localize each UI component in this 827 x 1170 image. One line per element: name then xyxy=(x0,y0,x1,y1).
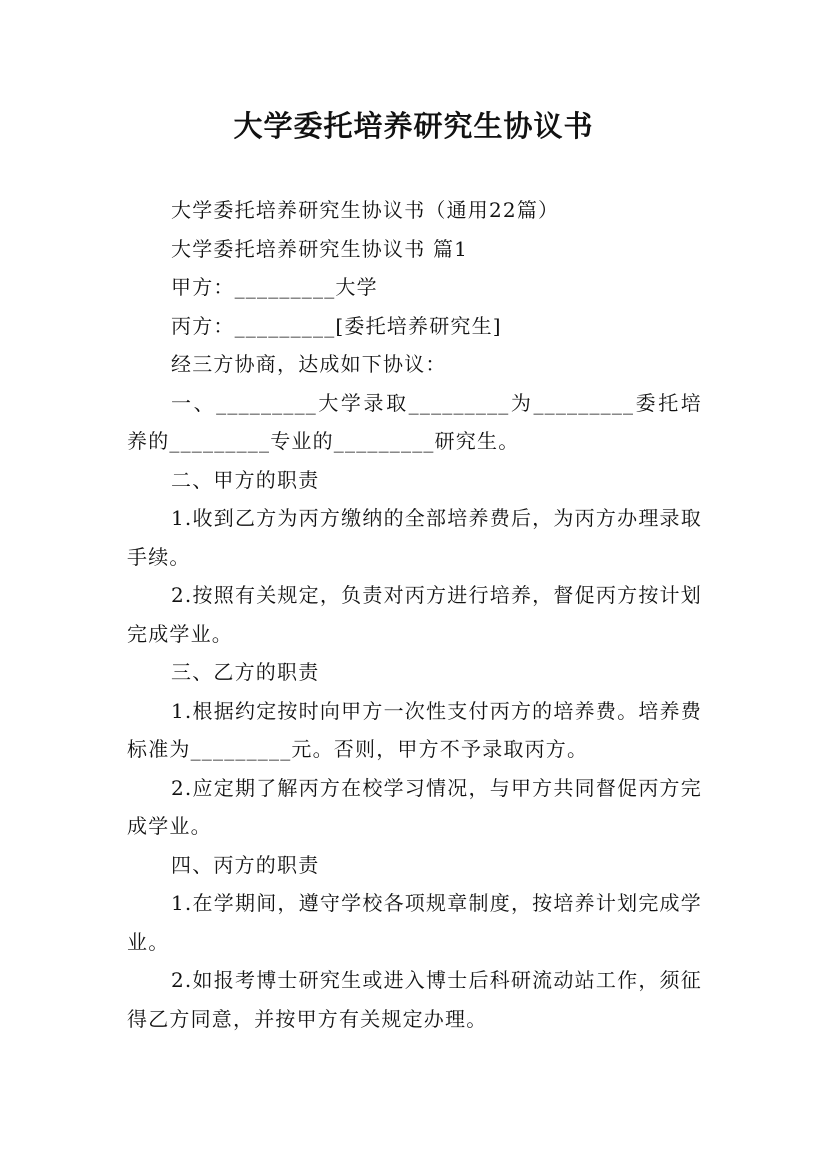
paragraph-party-a-duty-1: 1.收到乙方为丙方缴纳的全部培养费后，为丙方办理录取手续。 xyxy=(127,506,702,569)
paragraph-party-c-duty-2: 2.如报考博士研究生或进入博士后科研流动站工作，须征得乙方同意，并按甲方有关规定办理。 xyxy=(127,968,702,1031)
paragraph-party-c-duty-1: 1.在学期间，遵守学校各项规章制度，按培养计划完成学业。 xyxy=(127,891,702,954)
paragraph-party-a-duty-2: 2.按照有关规定，负责对丙方进行培养，督促丙方按计划完成学业。 xyxy=(127,583,702,646)
section-heading-party-a-duties: 二、甲方的职责 xyxy=(171,467,320,492)
document-title: 大学委托培养研究生协议书 xyxy=(233,109,594,143)
document-body xyxy=(127,191,702,1038)
paragraph-party-b-duty-2: 2.应定期了解丙方在校学习情况，与甲方共同督促丙方完成学业。 xyxy=(127,775,702,838)
paragraph-party-c: 丙方：_________[委托培养研究生] xyxy=(171,313,502,338)
paragraph-party-b-duty-1: 1.根据约定按时向甲方一次性支付丙方的培养费。培养费标准为_________元。否则，甲方不予录取丙方。 xyxy=(127,698,702,761)
paragraph-party-a: 甲方：_________大学 xyxy=(171,275,378,299)
paragraph-part-heading: 大学委托培养研究生协议书 篇1 xyxy=(171,236,469,261)
paragraph-agreement-intro: 经三方协商，达成如下协议： xyxy=(171,352,447,376)
section-heading-party-c-duties: 四、丙方的职责 xyxy=(171,852,320,877)
paragraph-subtitle: 大学委托培养研究生协议书（通用22篇） xyxy=(171,198,560,222)
paragraph-clause-1: 一、_________大学录取_________为_________委托培养的_________专业的_________研究生。 xyxy=(127,390,702,453)
section-heading-party-b-duties: 三、乙方的职责 xyxy=(171,660,320,684)
